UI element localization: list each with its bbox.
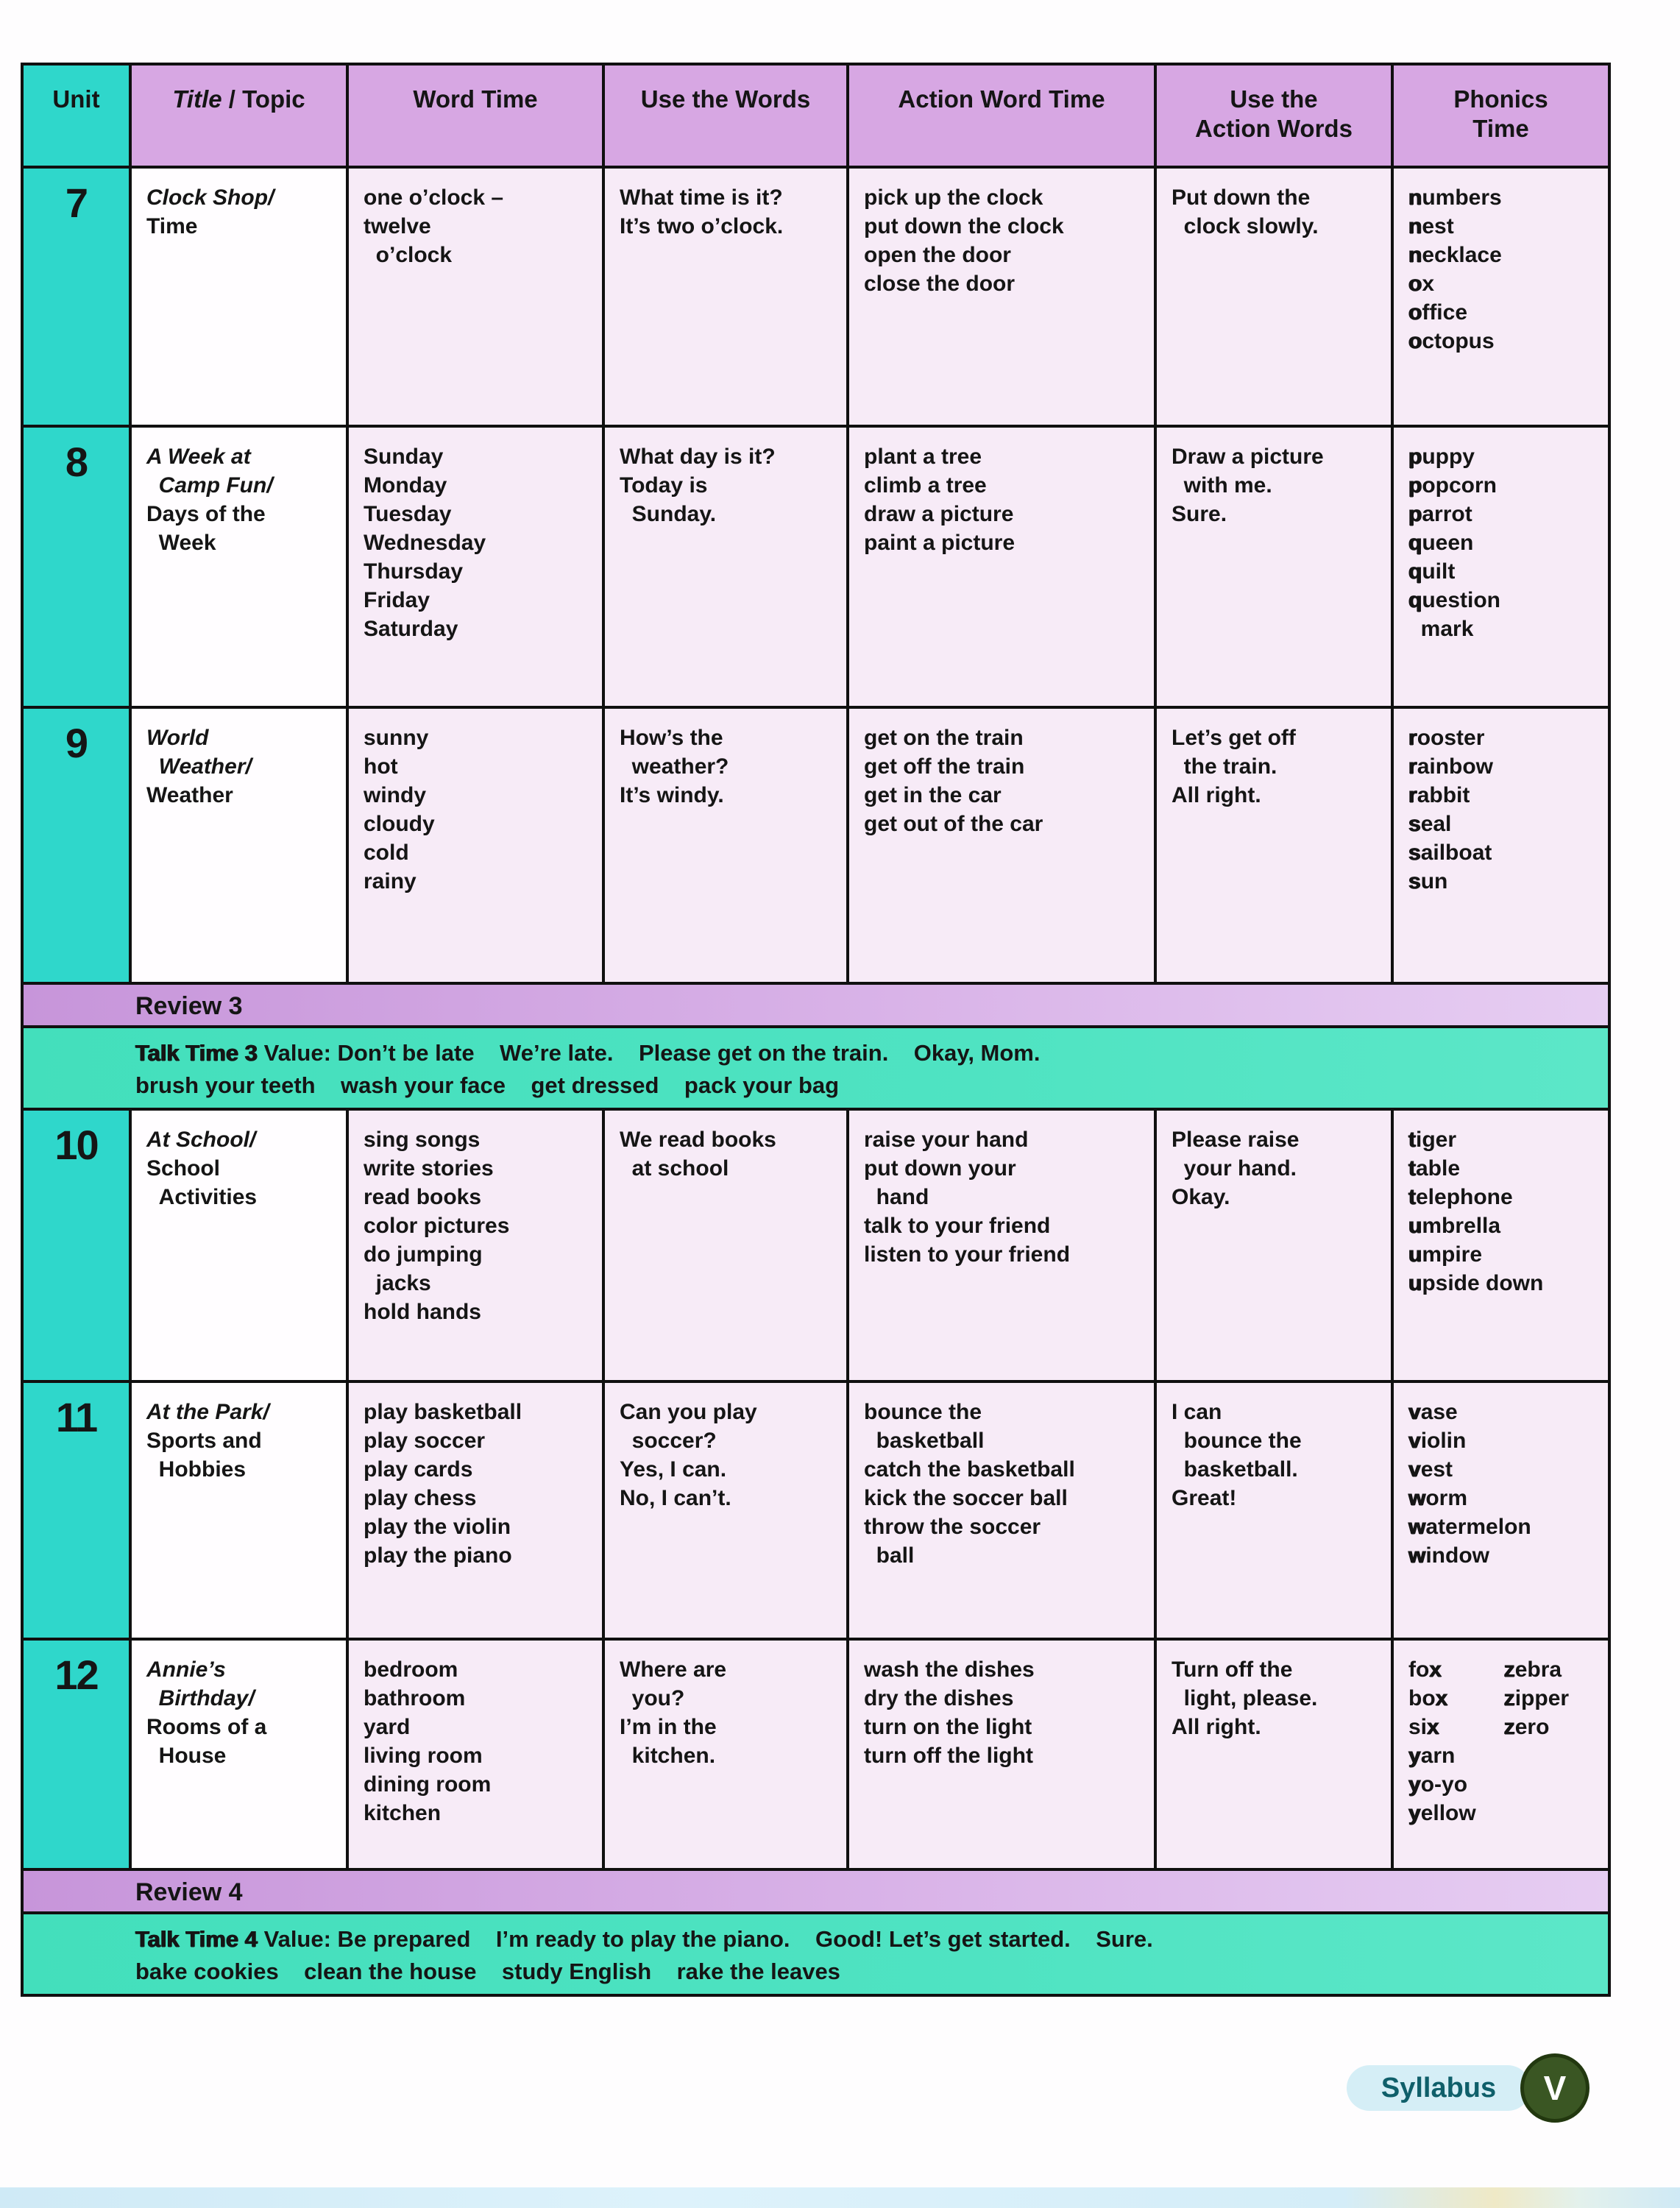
unit-title: A Week at Camp Fun/ (146, 445, 273, 498)
column-header-unit: Unit (22, 64, 130, 167)
unit-row-11 (22, 1381, 1609, 1639)
review-label: Review 3 (22, 983, 1609, 1027)
word-time-text: one o’clock – twelve o’clock (364, 185, 504, 267)
unit-number: 10 (22, 1109, 130, 1381)
unit-topic: Time (146, 214, 198, 238)
action-word-time-cell (848, 167, 1155, 426)
word-time-cell (347, 1639, 603, 1869)
use-the-words-text: What day is it? Today is Sunday. (620, 445, 776, 526)
phonics-lead-letter: r (1408, 754, 1417, 779)
phonics-word: window (1408, 1543, 1489, 1568)
column-header-word-time: Word Time (347, 64, 603, 167)
column-header-use-the-action-words: Use the Action Words (1155, 64, 1392, 167)
talk-time-line2: bake cookies clean the house study English rake the leaves (135, 1958, 840, 1984)
column-header-use-the-words: Use the Words (603, 64, 848, 167)
phonics-word: box (1408, 1686, 1448, 1710)
phonics-column-2 (1504, 1655, 1569, 1827)
phonics-lead-letter: w (1408, 1486, 1426, 1510)
phonics-word: zero (1503, 1715, 1550, 1739)
phonics-column-1 (1408, 183, 1502, 355)
title-topic-cell (130, 707, 347, 983)
phonics-lead-letter: r (1408, 783, 1417, 807)
unit-row-9 (22, 707, 1609, 983)
talk-time-3-row (22, 1027, 1609, 1109)
phonics-word: yo-yo (1408, 1772, 1468, 1797)
phonics-lead-letter: s (1408, 812, 1421, 836)
phonics-lead-letter: v (1408, 1457, 1421, 1482)
use-the-action-words-cell (1155, 1109, 1392, 1381)
talk-time-cell (22, 1027, 1609, 1109)
phonics-column-1 (1408, 1125, 1543, 1298)
column-header-italic-part: Title (172, 85, 222, 113)
word-time-text: Sunday Monday Tuesday Wednesday Thursday Friday Saturday (364, 445, 486, 641)
phonics-word: fox (1408, 1657, 1442, 1682)
unit-number: 12 (22, 1639, 130, 1869)
phonics-lead-letter: t (1408, 1128, 1416, 1152)
phonics-lead-letter: s (1408, 841, 1421, 865)
column-header-action-word-time: Action Word Time (848, 64, 1155, 167)
action-word-time-text: bounce the basketball catch the basketball kick the soccer ball throw the soccer ball (864, 1400, 1075, 1568)
phonics-time-cell (1392, 707, 1609, 983)
phonics-word: ox (1408, 272, 1435, 296)
header-row (22, 64, 1609, 167)
phonics-word: telephone (1408, 1185, 1513, 1209)
phonics-lead-letter: y (1408, 1772, 1421, 1797)
use-the-words-cell (603, 426, 848, 707)
use-the-action-words-text: Turn off the light, please. All right. (1172, 1657, 1318, 1739)
phonics-lead-letter: z (1503, 1686, 1515, 1710)
review-label: Review 4 (22, 1869, 1609, 1913)
phonics-lead-letter: n (1408, 214, 1422, 238)
phonics-lead-letter: u (1408, 1242, 1422, 1267)
column-header-phonics-time: Phonics Time (1392, 64, 1609, 167)
use-the-words-cell (603, 1639, 848, 1869)
phonics-lead-letter: o (1408, 300, 1422, 325)
phonics-time-cell (1392, 167, 1609, 426)
unit-row-10 (22, 1109, 1609, 1381)
review-4-row (22, 1869, 1609, 1913)
word-time-cell (347, 1109, 603, 1381)
phonics-word: numbers (1408, 185, 1502, 210)
action-word-time-cell (848, 426, 1155, 707)
phonics-lead-letter: w (1408, 1543, 1426, 1568)
column-header-title-topic: Title / Topic (130, 64, 347, 167)
use-the-action-words-text: Let’s get off the train. All right. (1172, 726, 1296, 807)
action-word-time-cell (848, 1109, 1155, 1381)
unit-topic: Sports and Hobbies (146, 1429, 262, 1482)
phonics-columns (1408, 1655, 1599, 1827)
action-word-time-text: get on the train get off the train get in the car get out of the car (864, 726, 1043, 836)
phonics-time-cell (1392, 426, 1609, 707)
talk-time-line1: Talk Time 3 Value: Don’t be late We’re late. Please get on the train. Okay, Mom. (135, 1040, 1041, 1066)
phonics-lead-letter: n (1408, 243, 1422, 267)
unit-topic: Rooms of a House (146, 1715, 267, 1768)
syllabus-badge-label: Syllabus (1380, 2072, 1497, 2103)
syllabus-table (21, 63, 1611, 1997)
word-time-cell (347, 167, 603, 426)
use-the-action-words-cell (1155, 167, 1392, 426)
page-marker-badge (1520, 2053, 1589, 2123)
phonics-lead-letter: t (1408, 1185, 1416, 1209)
phonics-word: octopus (1408, 329, 1495, 353)
phonics-word: office (1408, 300, 1468, 325)
phonics-lead-letter: o (1408, 329, 1422, 353)
phonics-word: question mark (1408, 588, 1500, 641)
phonics-word: vase (1408, 1400, 1458, 1424)
phonics-lead-letter: v (1408, 1429, 1421, 1453)
talk-time-title: Talk Time 4 (135, 1926, 258, 1952)
phonics-word: quilt (1408, 559, 1456, 584)
action-word-time-cell (848, 707, 1155, 983)
phonics-word: popcorn (1408, 473, 1497, 498)
phonics-lead-letter: q (1408, 588, 1422, 612)
unit-row-8 (22, 426, 1609, 707)
phonics-word: watermelon (1408, 1515, 1531, 1539)
title-topic-cell (130, 1639, 347, 1869)
use-the-words-text: What time is it? It’s two o’clock. (620, 185, 784, 238)
unit-number: 7 (22, 167, 130, 426)
phonics-word: table (1408, 1156, 1461, 1181)
use-the-action-words-cell (1155, 426, 1392, 707)
word-time-cell (347, 707, 603, 983)
phonics-lead-letter: q (1408, 559, 1422, 584)
use-the-action-words-text: Draw a picture with me. Sure. (1172, 445, 1324, 526)
use-the-words-cell (603, 1109, 848, 1381)
phonics-lead-letter: y (1408, 1744, 1421, 1768)
phonics-word: umpire (1408, 1242, 1483, 1267)
phonics-word: queen (1408, 531, 1474, 555)
title-topic-cell (130, 426, 347, 707)
use-the-words-cell (603, 1381, 848, 1639)
phonics-word: violin (1408, 1429, 1467, 1453)
phonics-lead-letter: p (1408, 445, 1422, 469)
use-the-action-words-cell (1155, 707, 1392, 983)
unit-title: At the Park/ (146, 1400, 269, 1424)
action-word-time-text: pick up the clock put down the clock open the door close the door (864, 185, 1064, 296)
phonics-lead-letter: n (1408, 185, 1422, 210)
phonics-word: yellow (1408, 1801, 1476, 1825)
word-time-text: sing songs write stories read books color pictures do jumping jacks hold hands (364, 1128, 510, 1324)
phonics-word: sailboat (1408, 841, 1492, 865)
phonics-lead-letter: u (1408, 1214, 1422, 1238)
phonics-columns (1408, 1125, 1599, 1298)
unit-topic: School Activities (146, 1156, 258, 1209)
talk-time-4-row (22, 1913, 1609, 1995)
phonics-lead-letter: o (1408, 272, 1422, 296)
use-the-words-text: How’s the weather? It’s windy. (620, 726, 729, 807)
phonics-lead-letter: u (1408, 1271, 1422, 1295)
use-the-words-cell (603, 167, 848, 426)
phonics-lead-letter: r (1408, 726, 1417, 750)
phonics-word: worm (1408, 1486, 1468, 1510)
phonics-lead-letter: x (1435, 1686, 1448, 1710)
review-3-row (22, 983, 1609, 1027)
phonics-word: zipper (1503, 1686, 1570, 1710)
title-topic-cell (130, 1381, 347, 1639)
phonics-lead-letter: x (1429, 1657, 1442, 1682)
phonics-lead-letter: p (1408, 502, 1422, 526)
unit-title: Clock Shop/ (146, 185, 274, 210)
phonics-time-cell (1392, 1381, 1609, 1639)
talk-time-cell (22, 1913, 1609, 1995)
phonics-lead-letter: v (1408, 1400, 1421, 1424)
unit-title: At School/ (146, 1128, 256, 1152)
phonics-word: necklace (1408, 243, 1502, 267)
phonics-columns (1408, 723, 1599, 896)
talk-time-line1: Talk Time 4 Value: Be prepared I’m ready to play the piano. Good! Let’s get started. Sure. (135, 1926, 1153, 1952)
word-time-text: play basketball play soccer play cards play chess play the violin play the piano (364, 1400, 522, 1568)
use-the-words-text: Where are you? I’m in the kitchen. (620, 1657, 727, 1768)
phonics-word: umbrella (1408, 1214, 1501, 1238)
phonics-column-1 (1408, 1655, 1476, 1827)
unit-topic: Weather (146, 783, 233, 807)
word-time-cell (347, 426, 603, 707)
phonics-word: tiger (1408, 1128, 1457, 1152)
phonics-word: yarn (1408, 1744, 1456, 1768)
action-word-time-text: wash the dishes dry the dishes turn on the light turn off the light (864, 1657, 1035, 1768)
phonics-columns (1408, 442, 1599, 643)
phonics-lead-letter: s (1408, 869, 1421, 894)
unit-number: 8 (22, 426, 130, 707)
phonics-lead-letter: z (1503, 1657, 1515, 1682)
phonics-word: zebra (1503, 1657, 1562, 1682)
phonics-lead-letter: w (1408, 1515, 1426, 1539)
phonics-word: upside down (1408, 1271, 1544, 1295)
phonics-column-1 (1408, 1398, 1531, 1570)
page-marker-letter: V (1543, 2069, 1567, 2107)
action-word-time-cell (848, 1639, 1155, 1869)
unit-title: World Weather/ (146, 726, 252, 779)
use-the-action-words-cell (1155, 1381, 1392, 1639)
use-the-words-text: We read books at school (620, 1128, 776, 1181)
phonics-lead-letter: x (1427, 1715, 1439, 1739)
phonics-time-cell (1392, 1639, 1609, 1869)
phonics-word: vest (1408, 1457, 1453, 1482)
phonics-lead-letter: q (1408, 531, 1422, 555)
phonics-word: sun (1408, 869, 1448, 894)
phonics-column-1 (1408, 442, 1500, 643)
syllabus-table-body (22, 167, 1609, 1995)
bottom-edge-bar (0, 2187, 1680, 2208)
use-the-words-cell (603, 707, 848, 983)
unit-number: 11 (22, 1381, 130, 1639)
phonics-word: rabbit (1408, 783, 1470, 807)
talk-time-title: Talk Time 3 (135, 1040, 258, 1066)
phonics-columns (1408, 183, 1599, 355)
action-word-time-text: plant a tree climb a tree draw a picture paint a picture (864, 445, 1016, 555)
phonics-word: seal (1408, 812, 1452, 836)
phonics-word: puppy (1408, 445, 1475, 469)
use-the-words-text: Can you play soccer? Yes, I can. No, I can’t. (620, 1400, 757, 1510)
action-word-time-text: raise your hand put down your hand talk to your friend listen to your friend (864, 1128, 1071, 1267)
table-header (22, 64, 1609, 167)
phonics-lead-letter: y (1408, 1801, 1421, 1825)
use-the-action-words-text: Put down the clock slowly. (1172, 185, 1319, 238)
word-time-cell (347, 1381, 603, 1639)
unit-row-12 (22, 1639, 1609, 1869)
use-the-action-words-text: Please raise your hand. Okay. (1172, 1128, 1300, 1209)
phonics-word: six (1408, 1715, 1439, 1739)
phonics-lead-letter: p (1408, 473, 1422, 498)
unit-row-7 (22, 167, 1609, 426)
talk-time-line2: brush your teeth wash your face get dressed pack your bag (135, 1072, 840, 1098)
phonics-word: parrot (1408, 502, 1472, 526)
phonics-lead-letter: z (1503, 1715, 1515, 1739)
phonics-lead-letter: t (1408, 1156, 1416, 1181)
phonics-column-1 (1408, 723, 1493, 896)
unit-title: Annie’s Birthday/ (146, 1657, 255, 1710)
phonics-columns (1408, 1398, 1599, 1570)
phonics-time-cell (1392, 1109, 1609, 1381)
use-the-action-words-text: I can bounce the basketball. Great! (1172, 1400, 1302, 1510)
phonics-word: rainbow (1408, 754, 1494, 779)
phonics-word: rooster (1408, 726, 1485, 750)
syllabus-badge (1347, 2065, 1531, 2111)
word-time-text: sunny hot windy cloudy cold rainy (364, 726, 435, 894)
action-word-time-cell (848, 1381, 1155, 1639)
use-the-action-words-cell (1155, 1639, 1392, 1869)
unit-topic: Days of the Week (146, 502, 266, 555)
phonics-word: nest (1408, 214, 1454, 238)
word-time-text: bedroom bathroom yard living room dining room kitchen (364, 1657, 492, 1825)
title-topic-cell (130, 167, 347, 426)
unit-number: 9 (22, 707, 130, 983)
title-topic-cell (130, 1109, 347, 1381)
